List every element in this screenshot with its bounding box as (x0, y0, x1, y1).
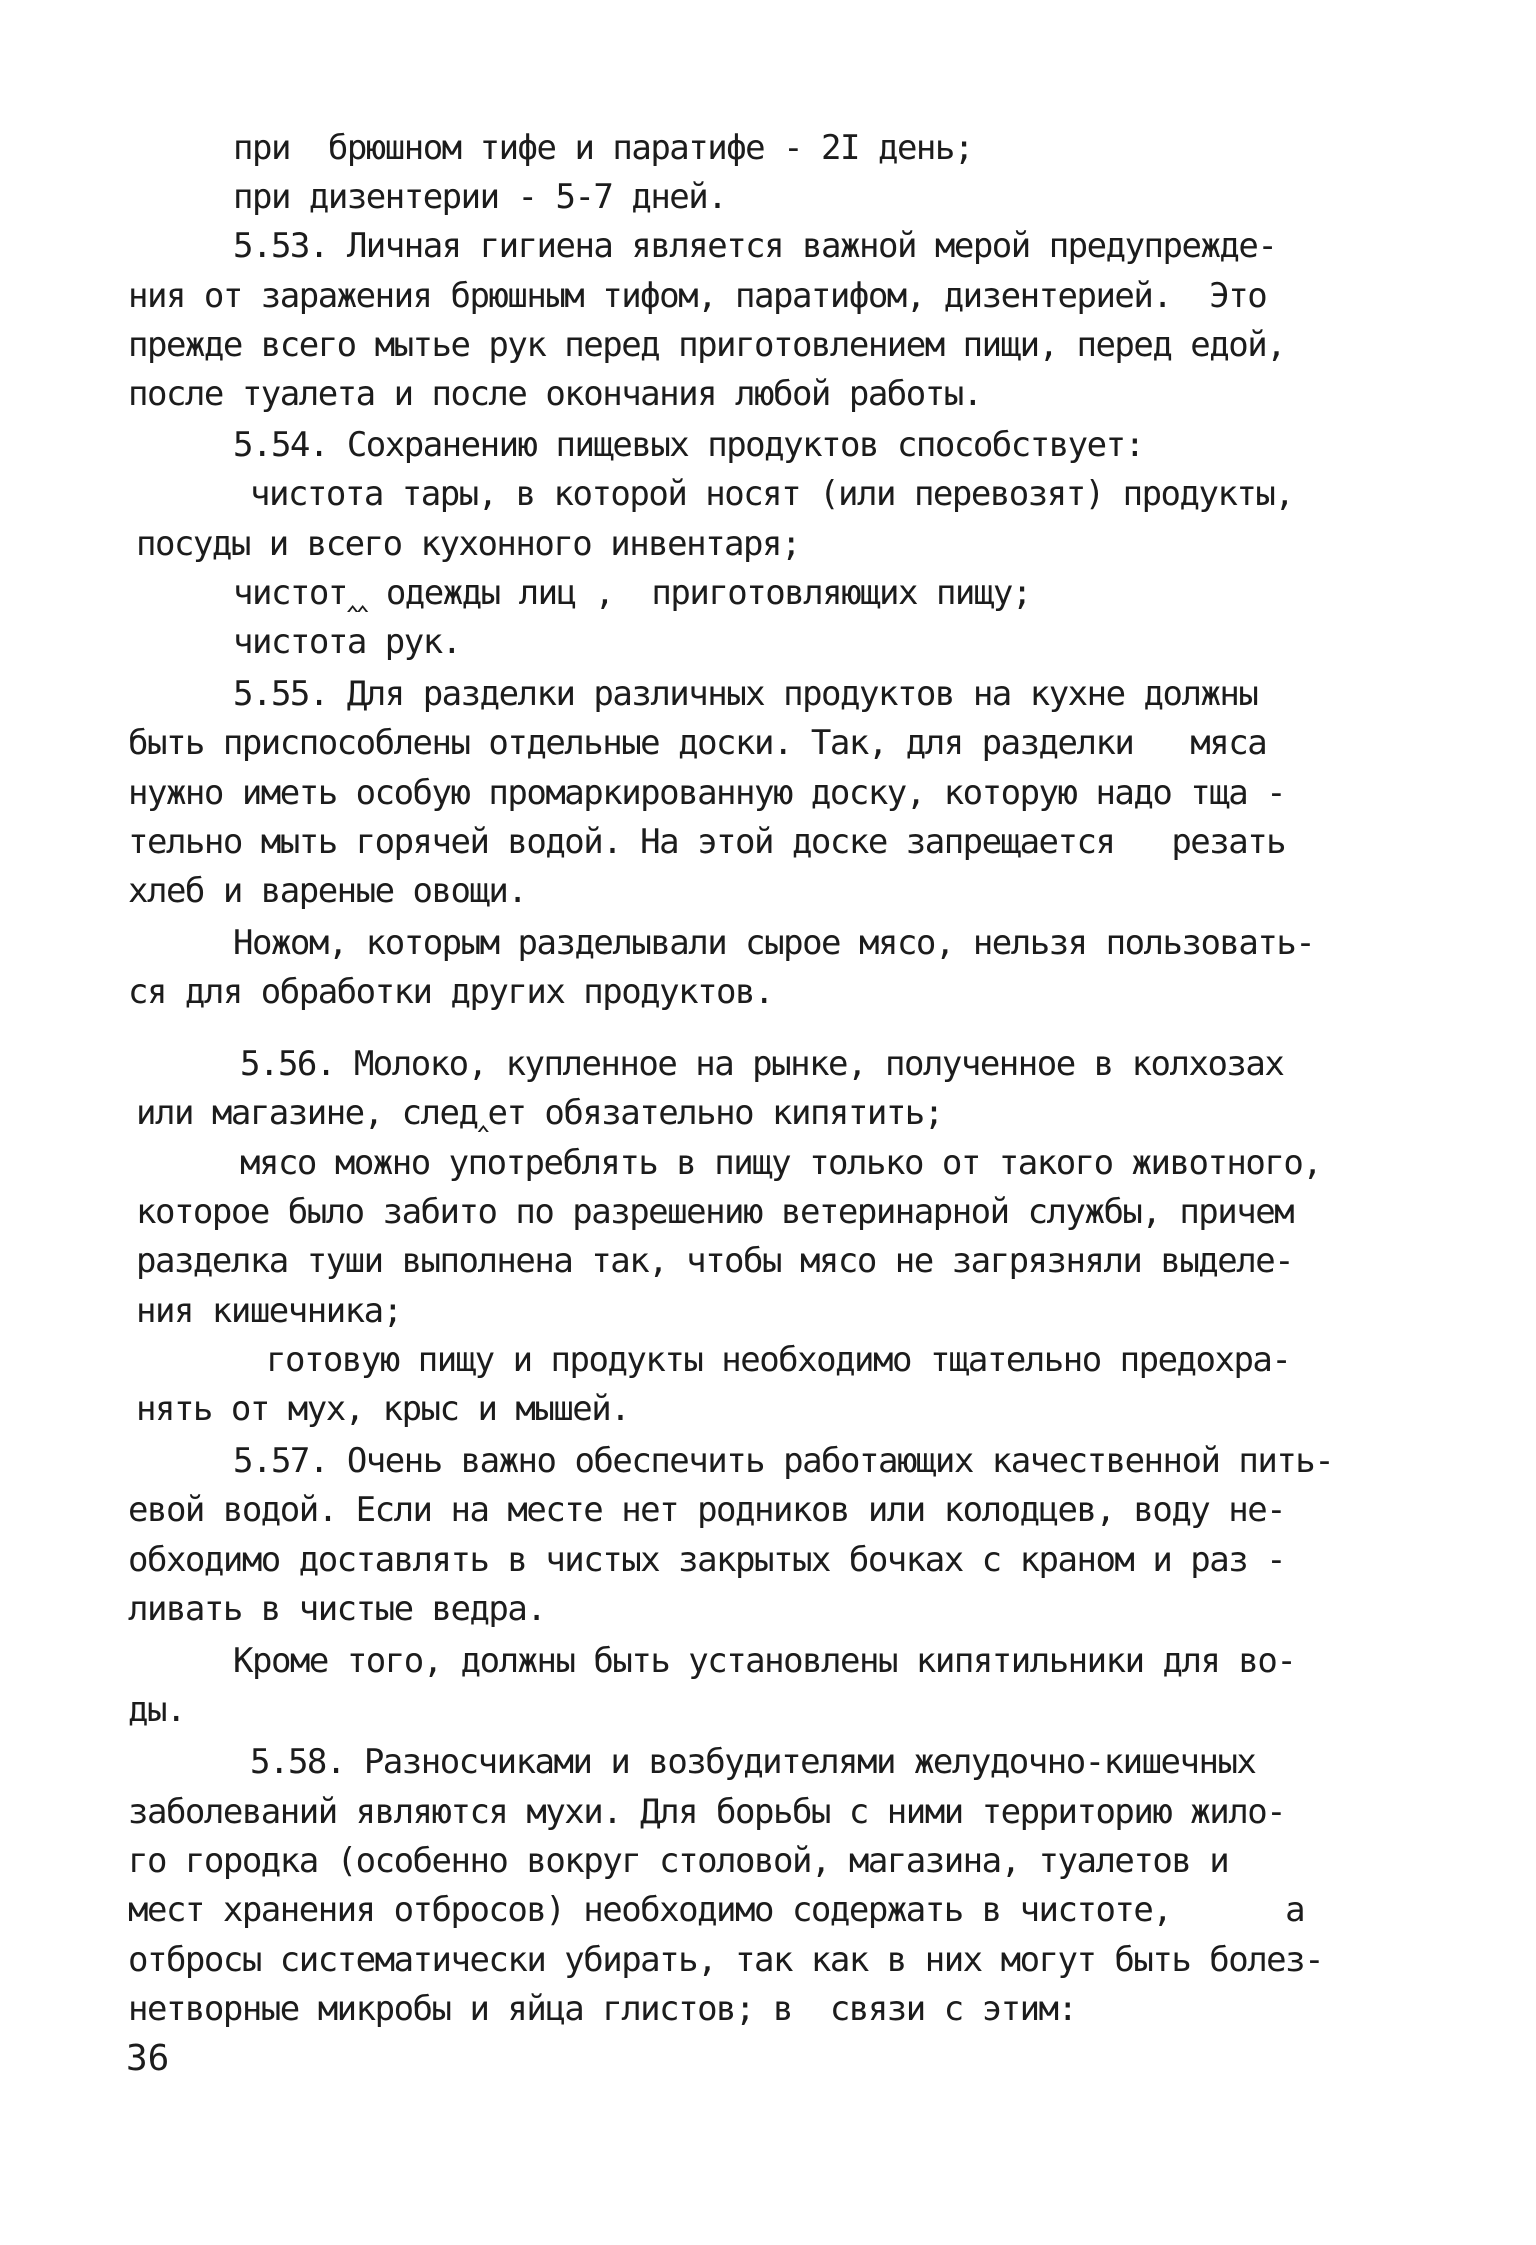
text-line: мест хранения отбросов) необходимо содержать в чистоте, а (128, 1890, 1305, 1930)
text-line: 5.56. Молоко, купленное на рынке, полученное в колхозах (240, 1044, 1284, 1084)
text-line: евой водой. Если на месте нет родников или колодцев, воду не- (128, 1490, 1286, 1530)
text-line: после туалета и после окончания любой работы. (128, 374, 982, 414)
text-line: ся для обработки других продуктов. (128, 972, 773, 1012)
text-line: тельно мыть горячей водой. На этой доске запрещается резать (128, 822, 1286, 862)
text-line: го городка (особенно вокруг столовой, магазина, туалетов и (128, 1841, 1229, 1881)
text-line: при брюшном тифе и паратифе - 2I день; (233, 128, 973, 168)
text-line: ливать в чистые ведра. (128, 1589, 546, 1629)
text-line: ния от заражения брюшным тифом, паратифом, дизентерией. Это (128, 276, 1267, 316)
text-line: чистота тары, в которой носят (или перевозят) продукты, (250, 474, 1294, 514)
text-line: Кроме того, должны быть установлены кипятильники для во- (233, 1641, 1296, 1681)
text-line: 5.55. Для разделки различных продуктов на кухне должны (233, 674, 1258, 714)
page-number: 36 (126, 2038, 170, 2079)
text-line: нять от мух, крыс и мышей. (136, 1389, 630, 1429)
text-line: при дизентерии - 5-7 дней. (233, 177, 727, 217)
text-line: хлеб и вареные овощи. (128, 871, 527, 911)
text-line: нужно иметь особую промаркированную доску, которую надо тща - (128, 773, 1286, 813)
text-line: ния кишечника; (136, 1291, 402, 1331)
text-line: обходимо доставлять в чистых закрытых бочках с краном и раз - (128, 1540, 1286, 1580)
text-line: Ножом, которым разделывали сырое мясо, нельзя пользовать- (233, 923, 1315, 963)
text-line: прежде всего мытье рук перед приготовлением пищи, перед едой, (128, 325, 1286, 365)
text-line: 5.57. Очень важно обеспечить работающих качественной пить- (233, 1441, 1334, 1481)
text-line: 5.58. Разносчиками и возбудителями желудочно-кишечных (250, 1742, 1256, 1782)
text-line: готовую пищу и продукты необходимо тщательно предохра- (266, 1340, 1291, 1380)
text-line: заболеваний являются мухи. Для борьбы с ними территорию жило- (128, 1792, 1286, 1832)
text-line: мясо можно употреблять в пищу только от такого животного, (240, 1143, 1322, 1183)
text-line: быть приспособлены отдельные доски. Так, для разделки мяса (128, 723, 1267, 763)
text-line: посуды и всего кухонного инвентаря; (136, 524, 800, 564)
text-line: чистот‸‸ одежды лиц , приготовляющих пищу; (233, 573, 1031, 613)
text-line: 5.53. Личная гигиена является важной мерой предупрежде- (233, 226, 1277, 266)
text-line: нетворные микробы и яйца глистов; в связи с этим: (128, 1989, 1077, 2029)
text-line: отбросы систематически убирать, так как в них могут быть болез- (128, 1940, 1324, 1980)
text-line: или магазине, след‸ет обязательно кипятить; (136, 1093, 943, 1133)
text-line: 5.54. Сохранению пищевых продуктов способствует: (233, 425, 1144, 465)
text-line: ды. (128, 1690, 185, 1730)
text-line: которое было забито по разрешению ветеринарной службы, причем (136, 1192, 1294, 1232)
text-line: разделка туши выполнена так, чтобы мясо не загрязняли выделе- (136, 1241, 1294, 1281)
text-line: чистота рук. (233, 622, 461, 662)
